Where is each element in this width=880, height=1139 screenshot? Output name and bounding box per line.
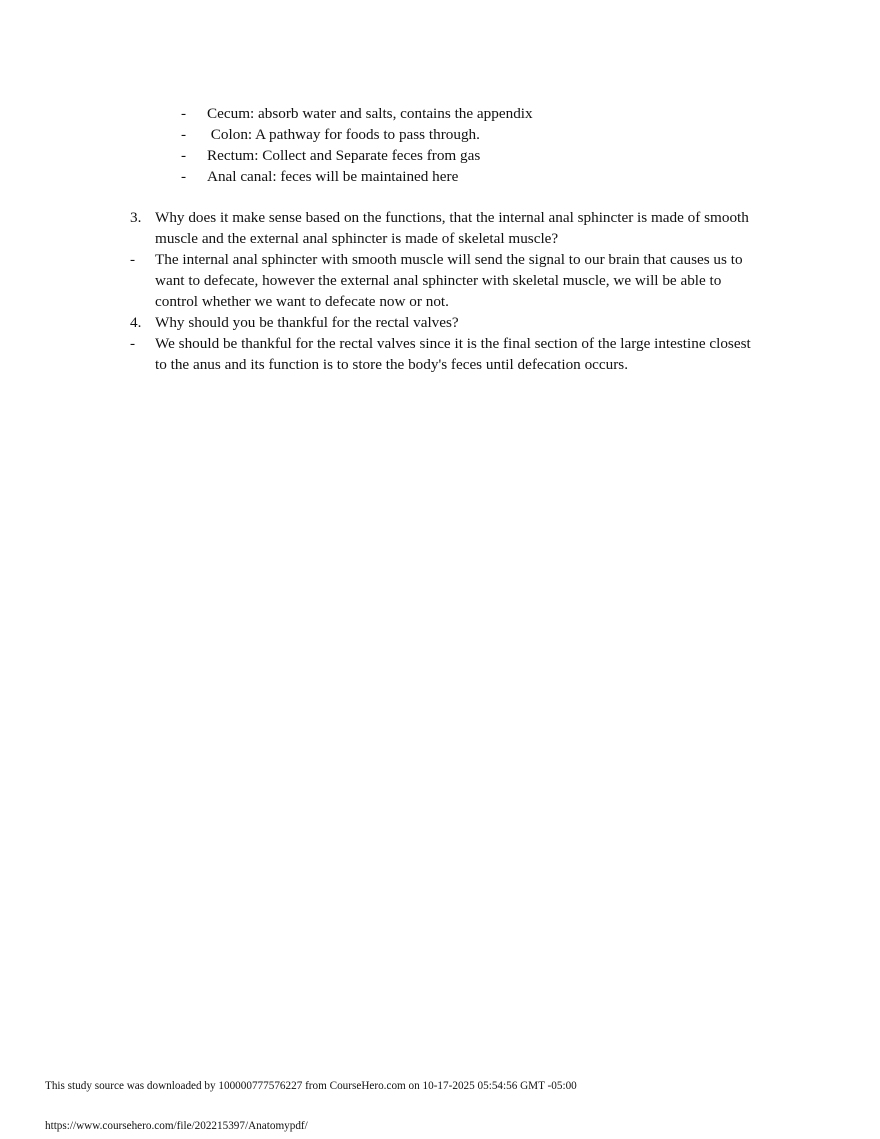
answer-text-line: The internal anal sphincter with smooth muscle will send the signal to our brain that causes us to: [155, 251, 743, 268]
bullet-dash: -: [181, 126, 187, 143]
answer-dash: -: [130, 335, 136, 352]
answer-text-line: We should be thankful for the rectal valves since it is the final section of the large intestine closest: [155, 335, 751, 352]
download-notice: This study source was downloaded by 100000777576227 from CourseHero.com on 10-17-2025 05:54:56 GMT -05:00: [45, 1080, 577, 1092]
answer-dash: -: [130, 251, 136, 268]
question-number: 3.: [130, 209, 142, 226]
bullet-dash: -: [181, 105, 187, 122]
bullet-dash: -: [181, 147, 187, 164]
bullet-dash: -: [181, 168, 187, 185]
question-number: 4.: [130, 314, 142, 331]
list-item-colon: Colon: A pathway for foods to pass through.: [207, 126, 480, 143]
question-text-line: Why should you be thankful for the rectal valves?: [155, 314, 459, 331]
list-item-cecum: Cecum: absorb water and salts, contains the appendix: [207, 105, 533, 122]
answer-text-line: control whether we want to defecate now or not.: [155, 293, 449, 310]
question-text-line: Why does it make sense based on the functions, that the internal anal sphincter is made of smooth: [155, 209, 749, 226]
question-text-line: muscle and the external anal sphincter is made of skeletal muscle?: [155, 230, 559, 247]
answer-text-line: to the anus and its function is to store the body's feces until defecation occurs.: [155, 356, 629, 373]
list-item-rectum: Rectum: Collect and Separate feces from gas: [207, 147, 481, 164]
answer-text-line: want to defecate, however the external anal sphincter with skeletal muscle, we will be able to: [155, 272, 722, 289]
source-url[interactable]: https://www.coursehero.com/file/202215397/Anatomypdf/: [45, 1120, 308, 1132]
list-item-anal-canal: Anal canal: feces will be maintained here: [207, 168, 459, 185]
